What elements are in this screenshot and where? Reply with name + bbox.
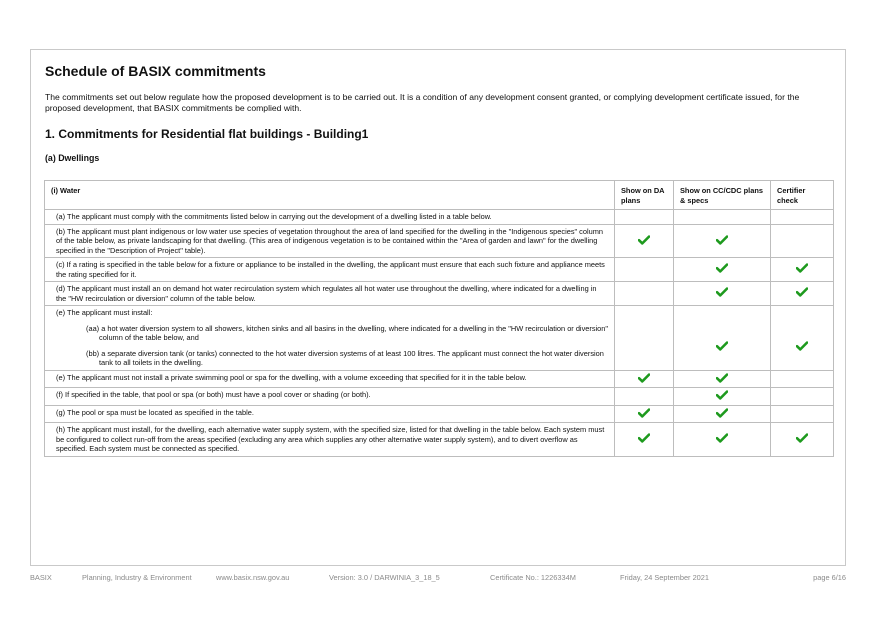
requirement-text: (e) The applicant must install: <box>56 308 153 317</box>
footer-app: BASIX <box>30 573 52 582</box>
footer-certificate: Certificate No.: 1226334M <box>490 573 576 582</box>
requirement-cell <box>45 224 615 258</box>
certifier-check-cell <box>771 258 834 282</box>
subsection-heading: (a) Dwellings <box>45 153 100 163</box>
footer-version: Version: 3.0 / DARWINIA_3_18_5 <box>329 573 440 582</box>
table-row <box>45 306 834 371</box>
header-certifier-check: Certifier check <box>771 181 834 210</box>
da-plans-check-cell <box>615 210 674 225</box>
requirement-text: (h) The applicant must install, for the dwelling, each alternative water supply system, with the specified size, listed for that dwelling in the table below. Each system must be configured to collect run-off from the areas specified (excluding any area which supplies any other alternative water supply system), and to divert overflow as specified. Each system must be connected as specified. <box>56 425 605 453</box>
requirement-subitem: (aa) a hot water diversion system to all showers, kitchen sinks and all basins in the dwelling, where indicated for a dwelling in the "HW recirculation or diversion" column of the table below, and <box>86 323 609 342</box>
da-plans-check-cell <box>615 306 674 371</box>
intro-paragraph: The commitments set out below regulate how the proposed development is to be carried out. It is a condition of any development consent granted, or complying development certificate issued, for the proposed development, that BASIX commitments be complied with. <box>45 92 800 113</box>
table-row <box>45 370 834 388</box>
commitments-table <box>44 180 834 457</box>
cc-cdc-check-cell <box>674 405 771 423</box>
da-plans-check-cell <box>615 423 674 457</box>
certifier-check-cell <box>771 370 834 388</box>
check-mark-icon <box>796 433 808 443</box>
check-mark-icon <box>796 287 808 297</box>
certifier-check-cell <box>771 224 834 258</box>
check-mark-icon <box>796 263 808 273</box>
table-row <box>45 224 834 258</box>
da-plans-check-cell <box>615 258 674 282</box>
requirement-text: (g) The pool or spa must be located as specified in the table. <box>56 407 254 417</box>
da-plans-check-cell <box>615 388 674 406</box>
table-header-row <box>45 181 834 210</box>
check-mark-icon <box>716 263 728 273</box>
check-mark-icon <box>638 408 650 418</box>
check-mark-icon <box>716 341 728 351</box>
requirement-cell <box>45 210 615 225</box>
da-plans-check-cell <box>615 282 674 306</box>
table-row <box>45 388 834 406</box>
da-plans-check-cell <box>615 405 674 423</box>
header-topic: (i) Water <box>45 181 615 210</box>
requirement-text: (c) If a rating is specified in the table below for a fixture or appliance to be installed in the dwelling, the applicant must ensure that each such fixture and appliance meets the rating specified for it. <box>56 260 605 279</box>
check-mark-icon <box>716 235 728 245</box>
footer-date: Friday, 24 September 2021 <box>620 573 710 582</box>
check-mark-icon <box>716 373 728 383</box>
table-row <box>45 210 834 225</box>
document-page <box>30 49 846 566</box>
check-mark-icon <box>716 287 728 297</box>
header-da-plans: Show on DA plans <box>615 181 674 210</box>
table-row <box>45 258 834 282</box>
check-mark-icon <box>638 235 650 245</box>
page-title: Schedule of BASIX commitments <box>45 63 266 79</box>
table-row <box>45 405 834 423</box>
cc-cdc-check-cell <box>674 224 771 258</box>
requirement-cell <box>45 405 615 423</box>
check-mark-icon <box>796 341 808 351</box>
section-heading: 1. Commitments for Residential flat buildings - Building1 <box>45 127 369 141</box>
certifier-check-cell <box>771 210 834 225</box>
check-mark-icon <box>638 373 650 383</box>
check-mark-icon <box>716 408 728 418</box>
requirement-text: (b) The applicant must plant indigenous or low water use species of vegetation throughout the area of land specified for the dwelling in the "Indigenous species" column of the table below, as private landscaping for that dwelling. (This area of indigenous vegetation is to be contained within the "Area of garden and lawn" for the dwelling specified in the "Description of Project" table). <box>56 226 604 255</box>
requirement-text: (f) If specified in the table, that pool or spa (or both) must have a pool cover or shading (or both). <box>56 390 371 399</box>
cc-cdc-check-cell <box>674 210 771 225</box>
table-row <box>45 423 834 457</box>
da-plans-check-cell <box>615 224 674 258</box>
cc-cdc-check-cell <box>674 388 771 406</box>
check-mark-icon <box>716 390 728 400</box>
cc-cdc-check-cell <box>674 282 771 306</box>
header-cc-cdc-plans: Show on CC/CDC plans & specs <box>674 181 771 210</box>
footer-page-number: page 6/16 <box>813 573 846 582</box>
footer-department: Planning, Industry & Environment <box>82 573 192 582</box>
requirement-cell <box>45 306 615 371</box>
check-mark-icon <box>638 433 650 443</box>
footer-website: www.basix.nsw.gov.au <box>216 573 290 582</box>
cc-cdc-check-cell <box>674 258 771 282</box>
da-plans-check-cell <box>615 370 674 388</box>
requirement-cell <box>45 282 615 306</box>
check-mark-icon <box>716 433 728 443</box>
requirement-cell <box>45 370 615 388</box>
table-row <box>45 282 834 306</box>
requirement-cell <box>45 423 615 457</box>
cc-cdc-check-cell <box>674 306 771 371</box>
certifier-check-cell <box>771 388 834 406</box>
requirement-cell <box>45 388 615 406</box>
requirement-subitem: (bb) a separate diversion tank (or tanks) connected to the hot water diversion systems of at least 100 litres. The applicant must connect the hot water diversion tank to all toilets in the dwelling. <box>86 348 604 367</box>
requirement-text: (d) The applicant must install an on demand hot water recirculation system which regulates all hot water use throughout the dwelling, where indicated for a dwelling in the "HW recirculation or diversion" column of the table below. <box>56 284 597 303</box>
requirement-text: (e) The applicant must not install a private swimming pool or spa for the dwelling, with a volume exceeding that specified for it in the table below. <box>56 372 527 382</box>
certifier-check-cell <box>771 282 834 306</box>
certifier-check-cell <box>771 405 834 423</box>
certifier-check-cell <box>771 423 834 457</box>
certifier-check-cell <box>771 306 834 371</box>
cc-cdc-check-cell <box>674 370 771 388</box>
requirement-cell <box>45 258 615 282</box>
requirement-text: (a) The applicant must comply with the commitments listed below in carrying out the development of a dwelling listed in a table below. <box>56 212 492 221</box>
cc-cdc-check-cell <box>674 423 771 457</box>
